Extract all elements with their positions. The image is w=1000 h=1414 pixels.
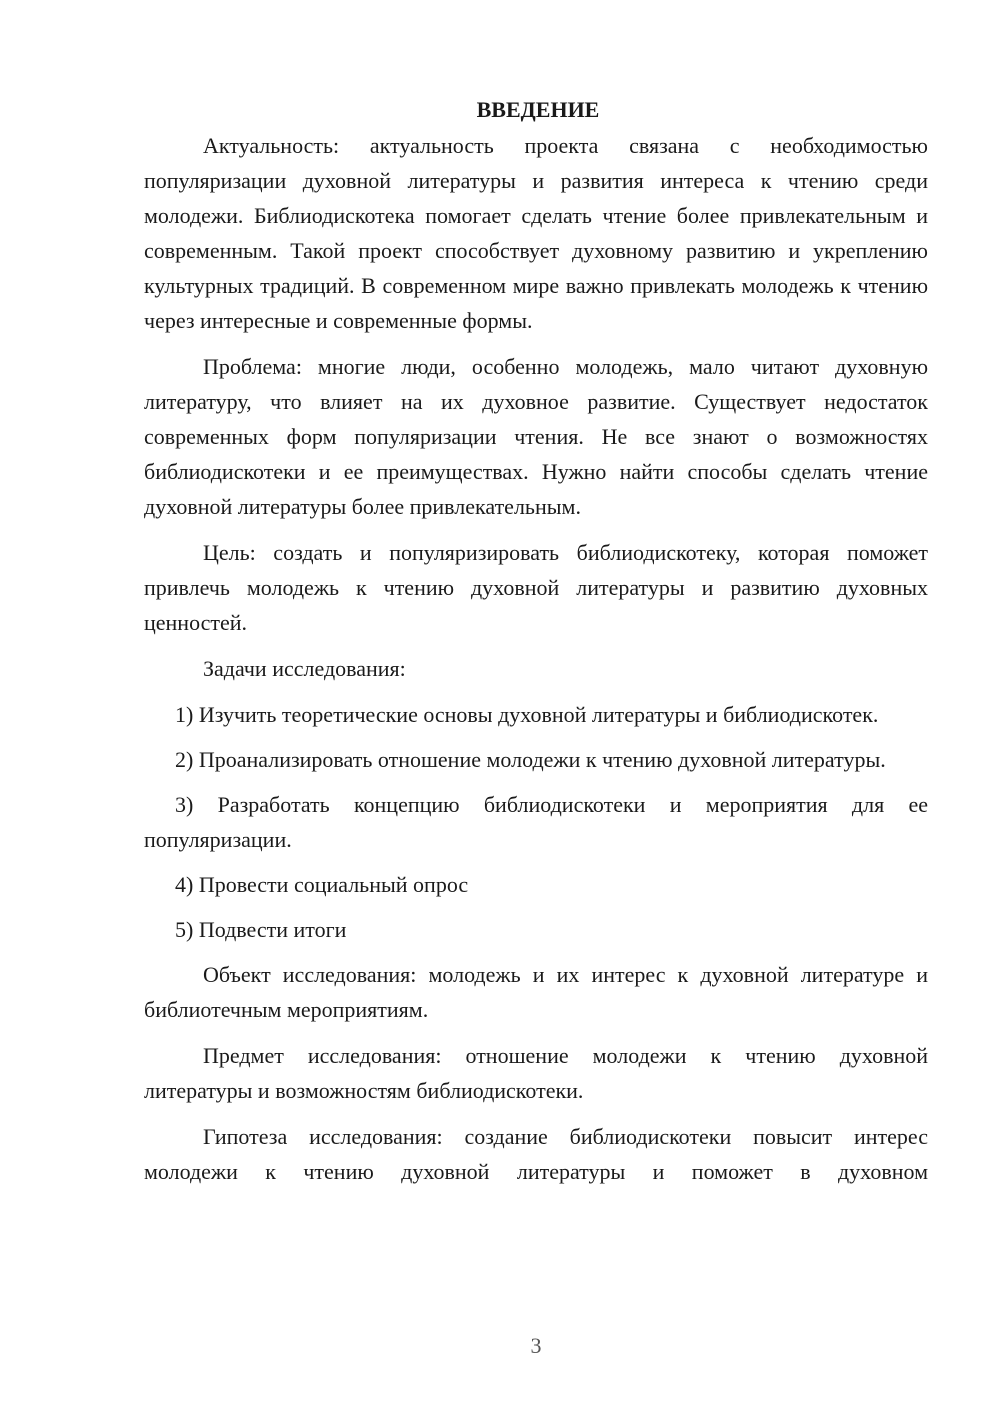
task-item-2: 2) Проанализировать отношение молодежи к чтению духовной литературы. bbox=[175, 747, 886, 772]
task-item-4: 4) Провести социальный опрос bbox=[175, 872, 469, 897]
hypothesis-paragraph: Гипотеза исследования: создание библиодискотеки повысит интерес молодежи к чтению духовной литературы и поможет в духовном bbox=[144, 1124, 928, 1184]
tasks-title: Задачи исследования: bbox=[203, 656, 406, 681]
section-heading: ВВЕДЕНИЕ bbox=[476, 97, 600, 122]
task-item-5: 5) Подвести итоги bbox=[175, 917, 347, 942]
page-number: 3 bbox=[530, 1333, 542, 1358]
task-item-1: 1) Изучить теоретические основы духовной литературы и библиодискотек. bbox=[175, 702, 879, 727]
subject-paragraph: Предмет исследования: отношение молодежи к чтению духовной литературы и возможностям библиодискотеки. bbox=[144, 1043, 928, 1103]
problem-paragraph: Проблема: многие люди, особенно молодежь, мало читают духовную литературу, что влияет на их духовное развитие. Существует недостаток современных форм популяризации чтения. Не все знают о возможностях библиодискотеки и ее преимуществах. Нужно найти способы сделать чтение духовной литературы более привлекательным. bbox=[144, 354, 928, 519]
relevance-paragraph: Актуальность: актуальность проекта связана с необходимостью популяризации духовной литературы и развития интереса к чтению среди молодежи. Библиодискотека помогает сделать чтение более привлекательным и современным. Такой проект способствует духовному развитию и укреплению культурных традиций. В современном мире важно привлекать молодежь к чтению через интересные и современные формы. bbox=[144, 133, 928, 333]
object-paragraph: Объект исследования: молодежь и их интерес к духовной литературе и библиотечным мероприятиям. bbox=[144, 962, 928, 1022]
task-item-3: 3) Разработать концепцию библиодискотеки и мероприятия для ее популяризации. bbox=[144, 792, 928, 852]
goal-paragraph: Цель: создать и популяризировать библиодискотеку, которая поможет привлечь молодежь к чтению духовной литературы и развитию духовных ценностей. bbox=[144, 540, 928, 635]
document-page bbox=[144, 92, 928, 1200]
